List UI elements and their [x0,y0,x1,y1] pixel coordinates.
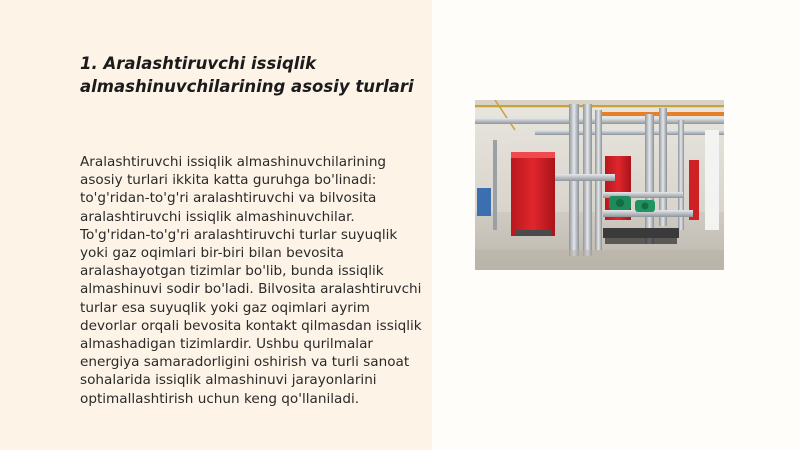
boiler-room-photo [475,100,724,270]
slide-body-text: Aralashtiruvchi issiqlik almashinuvchilarining asosiy turlari ikkita katta guruhga bo'linadi: to'g'ridan-to'g'ri aralashtiruvchi va bilvosita aralashtiruvchi issiqlik almashinuvchilar. To'g'ridan-to'g'ri aralashtiruvchi turlar suyuqlik yoki gaz oqimlari bir-biri bilan bevosita aralashayotgan tizimlar bo'lib, bunda issiqlik almashinuvi sodir bo'ladi. Bilvosita aralashtiruvchi turlar esa suyuqlik yoki gaz oqimlari ayrim devorlar orqali bevosita kontakt qilmasdan issiqlik almashadigan tizimlardir. Ushbu qurilmalar energiya samaradorligini oshirish va turli sanoat sohalarida issiqlik almashinuvi jarayonlarini optimallashtirish uchun keng qo'llaniladi. [80,154,422,407]
slide-title: 1. Aralashtiruvchi issiqlik almashinuvchilarining asosiy turlari [80,54,414,96]
